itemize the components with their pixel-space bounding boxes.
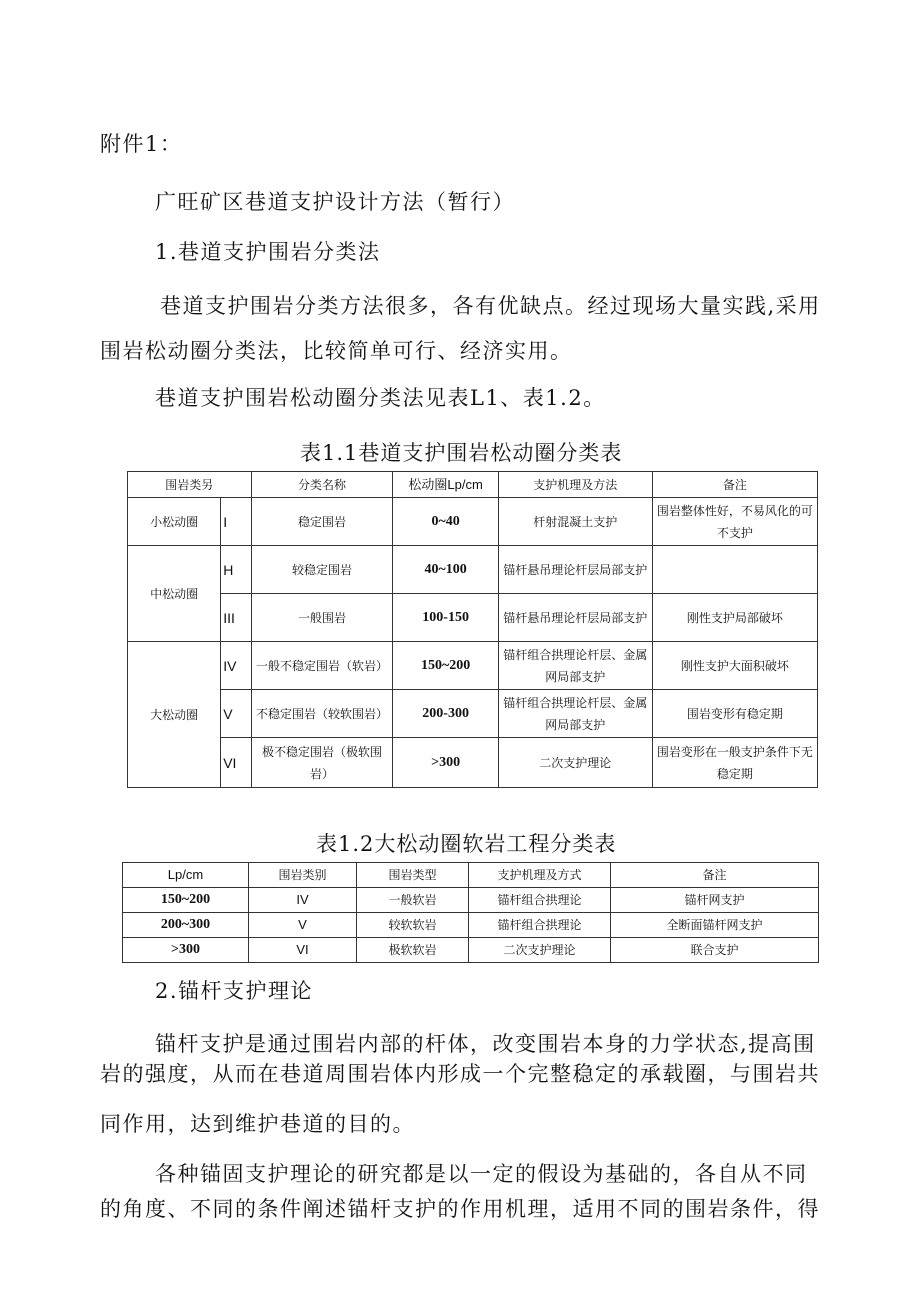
method-cell: 二次支护理论 — [498, 738, 652, 788]
table-row — [123, 938, 819, 963]
table2 — [122, 862, 819, 963]
table2-header-cell: 围岩类别 — [249, 863, 357, 888]
table-row — [128, 642, 818, 690]
table2-header-row — [123, 863, 819, 888]
range-cell: 150~200 — [393, 642, 498, 690]
section1-paragraph1-line1: 巷道支护围岩分类方法很多，各有优缺点。经过现场大量实践,采用 — [160, 294, 821, 318]
range-cell: 150~200 — [123, 888, 249, 913]
table-row — [128, 498, 818, 546]
type-cell: 较软软岩 — [357, 913, 469, 938]
type-cell: 一般软岩 — [357, 888, 469, 913]
table1-header-cell: 支护机理及方法 — [498, 472, 652, 498]
section2-paragraph1-line2: 岩的强度，从而在巷道周围岩体内形成一个完整稳定的承载圈，与围岩共 — [100, 1062, 820, 1086]
level-cell: V — [221, 690, 251, 738]
note-cell: 围岩整体性好，不易风化的可不支护 — [652, 498, 817, 546]
note-cell — [652, 546, 817, 594]
name-cell: 一般围岩 — [251, 594, 393, 642]
table2-header-cell: Lp/cm — [123, 863, 249, 888]
note-cell: 围岩变形有稳定期 — [652, 690, 817, 738]
name-cell: 极不稳定围岩（极软围岩） — [251, 738, 393, 788]
table1-header-cell: 备注 — [652, 472, 817, 498]
section2-paragraph2-line1: 各种锚固支护理论的研究都是以一定的假设为基础的，各自从不同 — [155, 1162, 808, 1186]
table1-header-row — [128, 472, 818, 498]
table-row — [128, 594, 818, 642]
range-cell: >300 — [123, 938, 249, 963]
method-cell: 锚杆组合拱理论杆层、金属网局部支护 — [498, 690, 652, 738]
table1-caption: 表1.1巷道支护围岩松动圈分类表 — [300, 441, 623, 465]
note-cell: 刚性支护局部破坏 — [652, 594, 817, 642]
table2-header-cell: 围岩类型 — [357, 863, 469, 888]
level-cell: III — [221, 594, 251, 642]
level-cell: H — [221, 546, 251, 594]
attachment-label: 附件1： — [100, 132, 183, 156]
note-cell: 刚性支护大面积破坏 — [652, 642, 817, 690]
table-row — [123, 913, 819, 938]
level-cell: VI — [221, 738, 251, 788]
table1 — [127, 471, 818, 788]
table2-header-cell: 备注 — [611, 863, 819, 888]
type-cell: 极软软岩 — [357, 938, 469, 963]
table-row — [128, 738, 818, 788]
table1-header-cell: 松动圈Lp/cm — [393, 472, 498, 498]
table-row — [123, 888, 819, 913]
table2-caption: 表1.2大松动圈软岩工程分类表 — [316, 832, 617, 856]
document-title: 广旺矿区巷道支护设计方法（暂行） — [155, 190, 515, 214]
table1-header-cell: 分类名称 — [251, 472, 393, 498]
method-cell: 锚杆组合拱理论 — [469, 913, 611, 938]
range-cell: 200-300 — [393, 690, 498, 738]
group-cell: 大松动圈 — [128, 642, 221, 788]
name-cell: 较稳定围岩 — [251, 546, 393, 594]
name-cell: 一般不稳定围岩（软岩） — [251, 642, 393, 690]
note-cell: 锚杆网支护 — [611, 888, 819, 913]
table-row — [128, 690, 818, 738]
section1-paragraph1-line2: 围岩松动圈分类法，比较简单可行、经济实用。 — [100, 339, 573, 363]
range-cell: 200~300 — [123, 913, 249, 938]
table1-header-cell: 围岩类另 — [128, 472, 252, 498]
range-cell: 40~100 — [393, 546, 498, 594]
section2-paragraph1-line3: 同作用，达到维护巷道的目的。 — [100, 1112, 415, 1136]
section2-heading: 2.锚杆支护理论 — [155, 979, 314, 1003]
name-cell: 不稳定围岩（较软围岩） — [251, 690, 393, 738]
group-cell: 中松动圈 — [128, 546, 221, 642]
section2-paragraph1-line1: 锚杆支护是通过围岩内部的杆体，改变围岩本身的力学状态,提高围 — [155, 1032, 816, 1056]
group-cell: 小松动圈 — [128, 498, 221, 546]
method-cell: 锚杆组合拱理论杆层、金属网局部支护 — [498, 642, 652, 690]
level-cell: I — [221, 498, 251, 546]
table2-header-cell: 支护机理及方式 — [469, 863, 611, 888]
range-cell: 100-150 — [393, 594, 498, 642]
level-cell: VI — [249, 938, 357, 963]
method-cell: 杆射混凝土支护 — [498, 498, 652, 546]
range-cell: 0~40 — [393, 498, 498, 546]
method-cell: 二次支护理论 — [469, 938, 611, 963]
section2-paragraph2-line2: 的角度、不同的条件阐述锚杆支护的作用机理，适用不同的围岩条件，得 — [100, 1197, 820, 1221]
range-cell: >300 — [393, 738, 498, 788]
table-row — [128, 546, 818, 594]
level-cell: IV — [221, 642, 251, 690]
section1-heading: 1.巷道支护围岩分类法 — [155, 240, 381, 264]
method-cell: 锚杆组合拱理论 — [469, 888, 611, 913]
level-cell: IV — [249, 888, 357, 913]
name-cell: 稳定围岩 — [251, 498, 393, 546]
note-cell: 联合支护 — [611, 938, 819, 963]
note-cell: 全断面锚杆网支护 — [611, 913, 819, 938]
level-cell: V — [249, 913, 357, 938]
note-cell: 围岩变形在一般支护条件下无稳定期 — [652, 738, 817, 788]
method-cell: 锚杆悬吊理论杆层局部支护 — [498, 546, 652, 594]
section1-paragraph2: 巷道支护围岩松动圈分类法见表L1、表1.2。 — [155, 386, 606, 410]
method-cell: 锚杆悬吊理论杆层局部支护 — [498, 594, 652, 642]
